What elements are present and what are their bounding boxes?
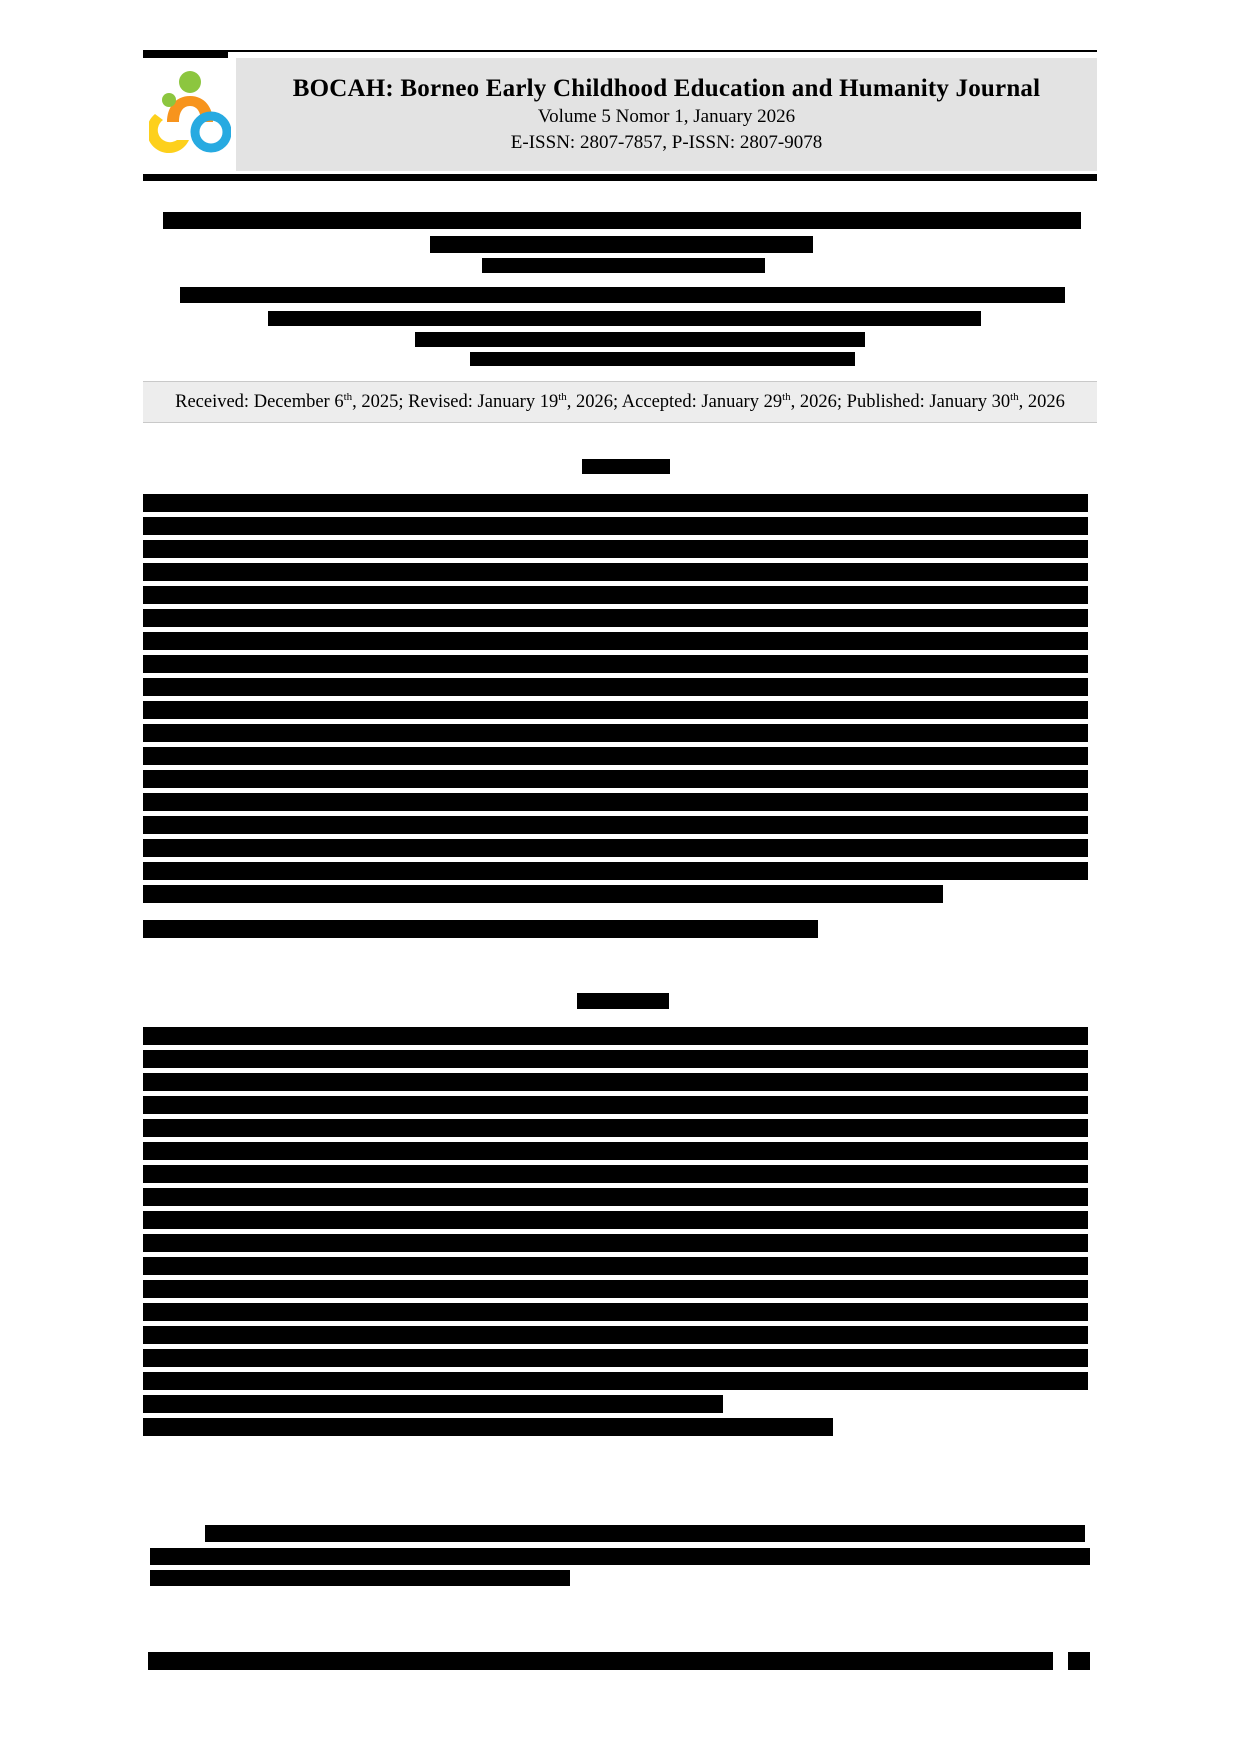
abstract-line: [143, 862, 1088, 880]
published-label: Published:: [846, 392, 925, 413]
abstract-line: [143, 793, 1088, 811]
abstract-line: [143, 517, 1088, 535]
body-line: [143, 1418, 833, 1436]
abstract-line: [143, 563, 1088, 581]
publication-dates-text: [175, 391, 1065, 413]
footnote-line: [205, 1525, 1085, 1542]
received-label: Received:: [175, 392, 250, 413]
body-line: [143, 1257, 1088, 1275]
revised-label: Revised:: [408, 392, 473, 413]
journal-logo-container: [143, 58, 236, 171]
body-line: [143, 1188, 1088, 1206]
header-top-rule: [143, 50, 1097, 52]
body-line: [143, 1073, 1088, 1091]
body-line: [143, 1142, 1088, 1160]
body-line: [143, 1303, 1088, 1321]
body-line: [143, 1211, 1088, 1229]
abstract-line: [143, 839, 1088, 857]
abstract-keywords-line: [143, 920, 818, 938]
journal-title: BOCAH: Borneo Early Childhood Education and Humanity Journal: [292, 75, 1041, 102]
abstract-line: [143, 632, 1088, 650]
accepted-value: January 29: [701, 392, 783, 413]
abstract-line: [143, 609, 1088, 627]
abstract-line: [143, 678, 1088, 696]
journal-header-text: [236, 58, 1097, 171]
article-authors-line: [180, 287, 1065, 303]
article-title-line: [482, 258, 765, 273]
abstract-line: [143, 586, 1088, 604]
abstract-line: [143, 655, 1088, 673]
abstract-line: [143, 724, 1088, 742]
abstract-line: [143, 770, 1088, 788]
article-email-line: [470, 352, 855, 366]
body-line: [143, 1096, 1088, 1114]
body-line: [143, 1119, 1088, 1137]
article-affiliation-line: [415, 332, 865, 347]
journal-issn-line: E-ISSN: 2807-7857, P-ISSN: 2807-9078: [510, 132, 823, 153]
article-affiliation-line: [268, 311, 981, 326]
body-line: [143, 1050, 1088, 1068]
footer-running-line: [148, 1652, 1053, 1670]
revised-year: , 2026;: [566, 392, 619, 413]
body-line: [143, 1165, 1088, 1183]
bocah-journal-logo-icon: [149, 70, 231, 158]
received-value: December 6: [253, 392, 344, 413]
footnote-line: [150, 1548, 1090, 1565]
body-line: [143, 1395, 723, 1413]
article-title-line: [430, 236, 813, 253]
revised-sup: th: [558, 390, 567, 403]
abstract-line: [143, 816, 1088, 834]
body-line: [143, 1372, 1088, 1390]
published-sup: th: [1010, 390, 1019, 403]
keywords-heading: [577, 993, 669, 1009]
abstract-line: [143, 701, 1088, 719]
accepted-year: , 2026;: [790, 392, 843, 413]
body-line: [143, 1027, 1088, 1045]
footer-page-number: [1068, 1652, 1090, 1670]
body-line: [143, 1280, 1088, 1298]
abstract-line: [143, 540, 1088, 558]
received-sup: th: [343, 390, 353, 403]
accepted-sup: th: [782, 390, 791, 403]
accepted-label: Accepted:: [621, 392, 697, 413]
received-year: , 2025;: [352, 392, 404, 413]
journal-header-band: [143, 58, 1097, 171]
body-line: [143, 1349, 1088, 1367]
header-bottom-rule: [143, 174, 1097, 181]
article-title-line: [163, 212, 1081, 229]
footnote-line: [150, 1570, 570, 1586]
abstract-line: [143, 885, 943, 903]
published-value: January 30: [929, 392, 1011, 413]
publication-dates-bar: [143, 381, 1097, 423]
body-line: [143, 1234, 1088, 1252]
abstract-line: [143, 747, 1088, 765]
abstract-line: [143, 494, 1088, 512]
abstract-heading: [582, 459, 670, 474]
published-year: , 2026: [1018, 392, 1065, 413]
revised-value: January 19: [477, 392, 559, 413]
journal-volume-line: Volume 5 Nomor 1, January 2026: [537, 106, 796, 127]
body-line: [143, 1326, 1088, 1344]
